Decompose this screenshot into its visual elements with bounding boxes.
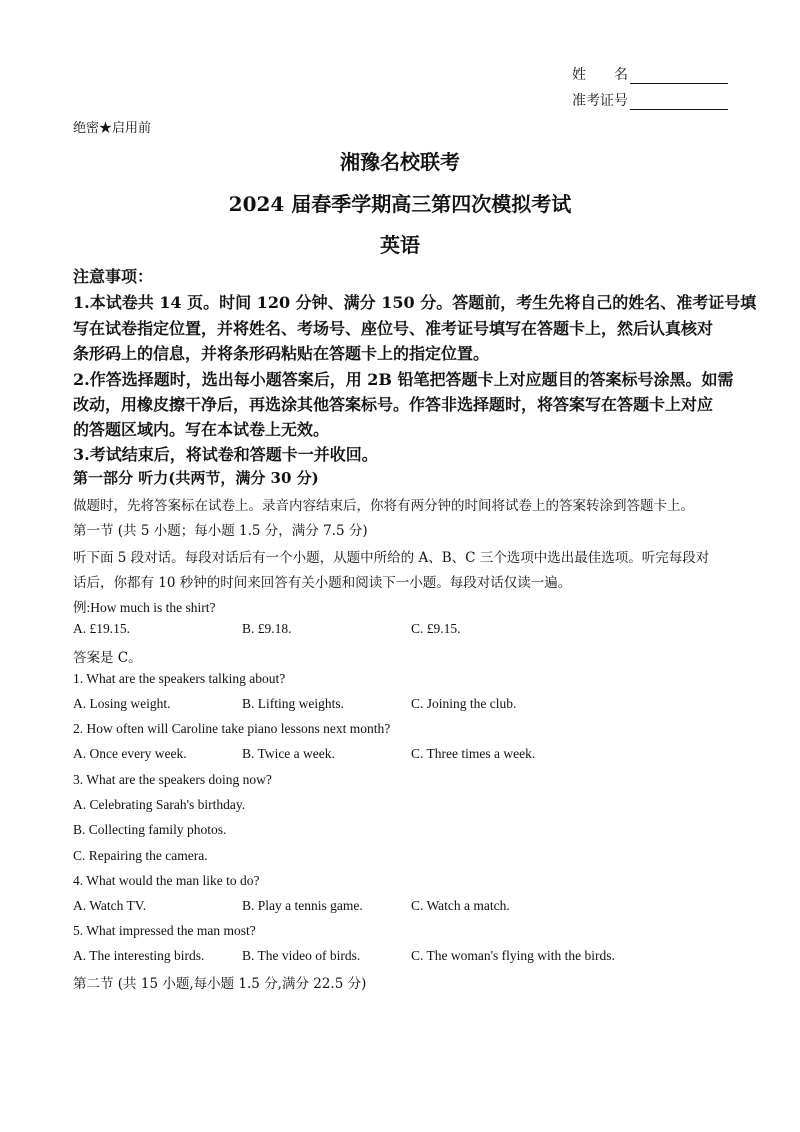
question-3: 3. What are the speakers doing now? <box>73 772 272 787</box>
name-field <box>572 64 728 84</box>
option-b: B. £9.18. <box>242 621 292 636</box>
question-3-option-a: A. Celebrating Sarah's birthday. <box>73 797 246 812</box>
subject-title: 英语 <box>380 233 420 257</box>
question-2: 2. How often will Caroline take piano lessons next month? <box>73 721 391 736</box>
section2-heading: 第二节 (共 15 小题,每小题 1.5 分,满分 22.5 分) <box>73 976 367 992</box>
option-b: B. Lifting weights. <box>242 696 344 711</box>
notes-line-6: 的答题区域内。写在本试卷上无效。 <box>73 420 330 439</box>
section1-instruction-2: 话后，你都有 10 秒钟的时间来回答有关小题和阅读下一小题。每段对话仅读一遍。 <box>73 575 572 591</box>
exam-number-blank <box>630 95 728 110</box>
option-a: A. Once every week. <box>73 746 187 761</box>
question-3-option-b: B. Collecting family photos. <box>73 822 227 837</box>
option-b: B. The video of birds. <box>242 948 361 963</box>
option-c: C. The woman's flying with the birds. <box>411 948 615 963</box>
section1-heading: 第一节 (共 5 小题；每小题 1.5 分，满分 7.5 分) <box>73 523 368 539</box>
exam-title: 2024 届春季学期高三第四次模拟考试 <box>228 192 572 216</box>
option-a: A. Losing weight. <box>73 696 171 711</box>
question-5: 5. What impressed the man most? <box>73 923 256 938</box>
notes-line-5: 改动，用橡皮擦干净后，再选涂其他答案标号。作答非选择题时，将答案写在答题卡上对应 <box>73 395 714 414</box>
example-answer: 答案是 C。 <box>73 650 142 666</box>
option-c: C. Three times a week. <box>411 746 536 761</box>
exam-number-label: 准考证号 <box>572 93 628 109</box>
option-c: C. Joining the club. <box>411 696 517 711</box>
question-4: 4. What would the man like to do? <box>73 873 260 888</box>
question-1: 1. What are the speakers talking about? <box>73 671 286 686</box>
confidential-mark: 绝密★启用前 <box>73 121 152 136</box>
option-a: A. Watch TV. <box>73 898 147 913</box>
option-c: C. Watch a match. <box>411 898 510 913</box>
question-3-option-c: C. Repairing the camera. <box>73 848 208 863</box>
section1-instruction-1: 听下面 5 段对话。每段对话后有一个小题，从题中所给的 A、B、C 三个选项中选出最佳选项。听完每段对 <box>73 550 710 566</box>
notes-heading: 注意事项： <box>73 267 154 286</box>
option-a: A. The interesting birds. <box>73 948 205 963</box>
notes-line-4: 2.作答选择题时，选出每小题答案后，用 2B 铅笔把答题卡上对应题目的答案标号涂黑。如需 <box>73 370 734 389</box>
option-c: C. £9.15. <box>411 621 461 636</box>
option-b: B. Play a tennis game. <box>242 898 363 913</box>
notes-line-7: 3.考试结束后，将试卷和答题卡一并收回。 <box>73 445 378 464</box>
notes-line-1: 1.本试卷共 14 页。时间 120 分钟、满分 150 分。答题前，考生先将自己的姓名、准考证号填 <box>73 293 757 312</box>
option-b: B. Twice a week. <box>242 746 335 761</box>
notes-line-3: 条形码上的信息，并将条形码粘贴在答题卡上的指定位置。 <box>73 344 490 363</box>
part1-intro: 做题时，先将答案标在试卷上。录音内容结束后，你将有两分钟的时间将试卷上的答案转涂到答题卡上。 <box>73 498 694 514</box>
name-label: 姓 名 <box>572 67 628 83</box>
example-question: 例:How much is the shirt? <box>73 600 216 615</box>
exam-number-field <box>572 90 728 110</box>
option-a: A. £19.15. <box>73 621 130 636</box>
part1-heading: 第一部分 听力(共两节，满分 30 分) <box>73 469 319 487</box>
notes-line-2: 写在试卷指定位置，并将姓名、考场号、座位号、准考证号填写在答题卡上，然后认真核对 <box>73 319 714 338</box>
name-blank <box>630 69 728 84</box>
exam-union-title: 湘豫名校联考 <box>340 150 460 174</box>
